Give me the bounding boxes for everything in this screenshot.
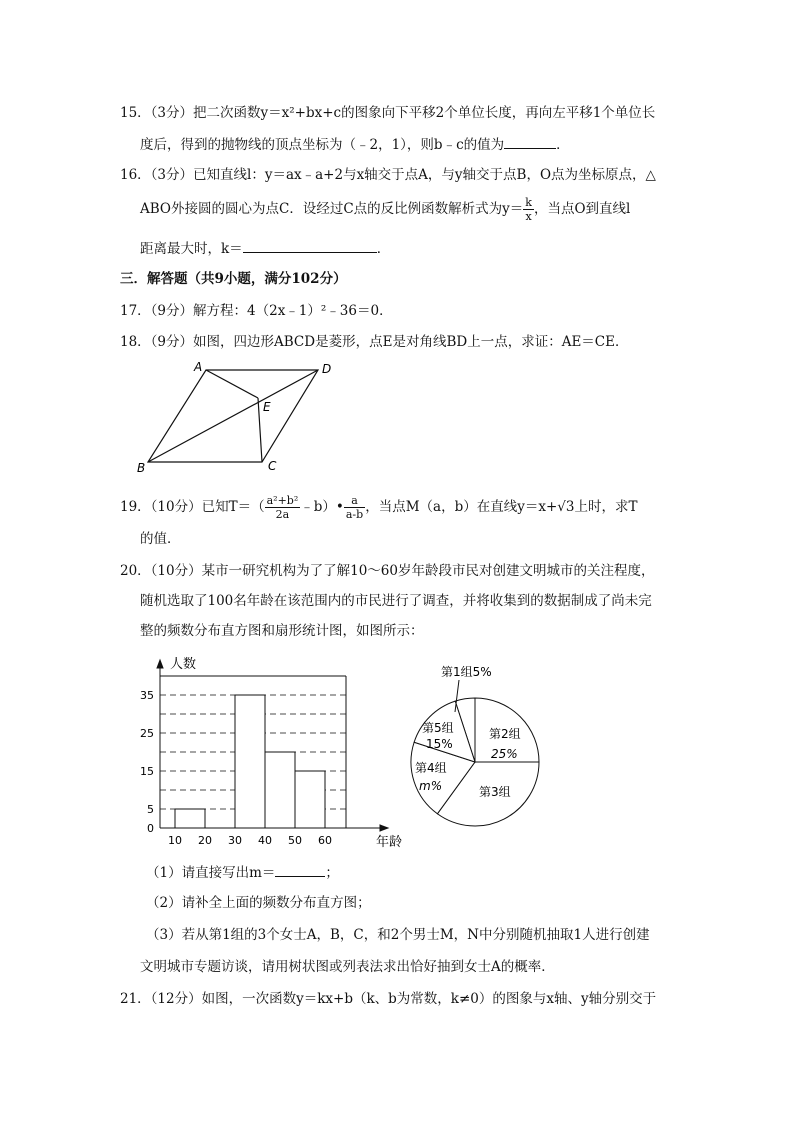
q16-text: ABO外接圆的圆心为点C．设经过C点的反比例函数解析式为y＝ <box>140 201 524 217</box>
q19-frac2-num: a <box>344 494 365 508</box>
q20-line3: 整的频数分布直方图和扇形统计图，如图所示： <box>140 623 424 639</box>
q19-fraction-1 <box>265 494 301 521</box>
q16-line3 <box>140 238 390 258</box>
q16-end: ． <box>376 241 391 257</box>
pie-label-group1: 第1组5% <box>441 665 492 679</box>
pie-label-group2-pct: 25% <box>491 747 518 761</box>
histogram-chart <box>130 654 420 854</box>
y-tick-label: 5 <box>147 803 154 816</box>
histogram-bar <box>175 809 205 828</box>
x-tick-label: 60 <box>318 834 332 847</box>
q19-fraction-2 <box>344 494 365 521</box>
pie-label-group2: 第2组 <box>489 727 521 741</box>
q16-text-2: ，当点O到直线l <box>533 201 631 217</box>
q19-text-b: ﹣b）• <box>300 499 344 515</box>
pie-label-group4-pct: m% <box>419 779 443 793</box>
q18: 18．（9分）如图，四边形ABCD是菱形，点E是对角线BD上一点，求证：AE＝CE． <box>120 334 629 350</box>
q19-text-a: 19．（10分）已知T＝（ <box>120 499 265 515</box>
q15-text: 度后，得到的抛物线的顶点坐标为（﹣2，1），则b﹣c的值为 <box>140 137 505 153</box>
q19-line1 <box>120 494 637 521</box>
segment-ce <box>258 398 262 462</box>
label-d: D <box>322 362 332 376</box>
label-b: B <box>137 461 146 475</box>
q15-end: ． <box>556 137 570 153</box>
histogram-bar <box>265 752 295 828</box>
section-heading: 三．解答题（共9小题，满分102分） <box>120 271 347 287</box>
x-tick-label: 30 <box>228 834 242 847</box>
q15-answer-blank[interactable] <box>504 134 556 149</box>
x-axis-arrow <box>380 825 388 831</box>
histogram-bar <box>295 771 325 828</box>
y-axis-label: 人数 <box>170 657 197 672</box>
pie-label-group4: 第4组 <box>415 761 447 775</box>
q19-line2: 的值． <box>140 531 181 547</box>
q16-line2 <box>140 196 630 223</box>
x-tick-label: 10 <box>168 834 182 847</box>
q19-frac2-den: a-b <box>345 508 364 521</box>
x-tick-label: 50 <box>288 834 302 847</box>
q16-answer-blank[interactable] <box>243 238 377 253</box>
q20-sub2: （2）请补全上面的频数分布直方图； <box>146 895 371 911</box>
y-tick-label: 35 <box>140 689 154 702</box>
q20-sub3-line2: 文明城市专题访谈，请用树状图或列表法求出恰好抽到女士A的概率． <box>140 959 555 975</box>
q16-line1: 16．（3分）已知直线l：y＝ax﹣a+2与x轴交于点A，与y轴交于点B，O点为坐标原点，△ <box>120 167 656 183</box>
y-axis-arrow <box>157 660 163 668</box>
pie-label-group5: 第5组 <box>422 721 454 735</box>
x-tick-label: 20 <box>198 834 212 847</box>
q16-text-3: 距离最大时，k＝ <box>140 241 243 257</box>
rhombus-figure <box>130 358 330 476</box>
q16-fraction <box>523 196 534 223</box>
pie-chart <box>395 656 555 836</box>
q16-frac-den: x <box>525 210 532 223</box>
pie-label-group3: 第3组 <box>479 785 511 799</box>
label-c: C <box>268 459 277 473</box>
segment-ae <box>206 370 258 398</box>
y-tick-label: 0 <box>147 822 154 835</box>
x-axis-label: 年龄 <box>376 835 403 850</box>
pie-label-group5-pct: 15% <box>426 737 453 751</box>
y-tick-label: 15 <box>140 765 154 778</box>
q17: 17．（9分）解方程：4（2x﹣1）²﹣36＝0． <box>120 303 393 319</box>
y-tick-label: 25 <box>140 727 154 740</box>
q15-line1: 15．（3分）把二次函数y＝x²+bx+c的图象向下平移2个单位长度，再向左平移1个单位长 <box>120 105 656 121</box>
q20-m-answer-blank[interactable] <box>275 862 325 877</box>
label-a: A <box>194 360 203 374</box>
q20-sub3-line1: （3）若从第1组的3个女士A，B，C，和2个男士M，N中分别随机抽取1人进行创建 <box>146 927 650 943</box>
q20-sub1-end: ； <box>325 865 339 881</box>
q19-text-c: ，当点M（a，b）在直线y＝x+√3上时，求T <box>365 499 638 515</box>
q19-frac1-num: a²+b² <box>266 494 299 507</box>
q21-line1: 21．（12分）如图，一次函数y＝kx+b（k、b为常数，k≠0）的图象与x轴、y轴分别交于 <box>120 991 657 1007</box>
q16-frac-num: k <box>525 196 532 209</box>
q15-line2 <box>140 134 570 154</box>
q19-frac1-den: 2a <box>275 508 290 521</box>
label-e: E <box>263 400 271 414</box>
diagonal-bd <box>148 370 318 462</box>
q20-line2: 随机选取了100名年龄在该范围内的市民进行了调查，并将收集到的数据制成了尚未完 <box>140 593 652 609</box>
histogram-bar <box>235 695 265 828</box>
q20-line1: 20．（10分）某市一研究机构为了了解10～60岁年龄段市民对创建文明城市的关注程度， <box>120 563 655 579</box>
q20-sub1-text: （1）请直接写出m＝ <box>146 865 276 881</box>
x-tick-label: 40 <box>258 834 272 847</box>
q20-sub1 <box>146 862 339 882</box>
